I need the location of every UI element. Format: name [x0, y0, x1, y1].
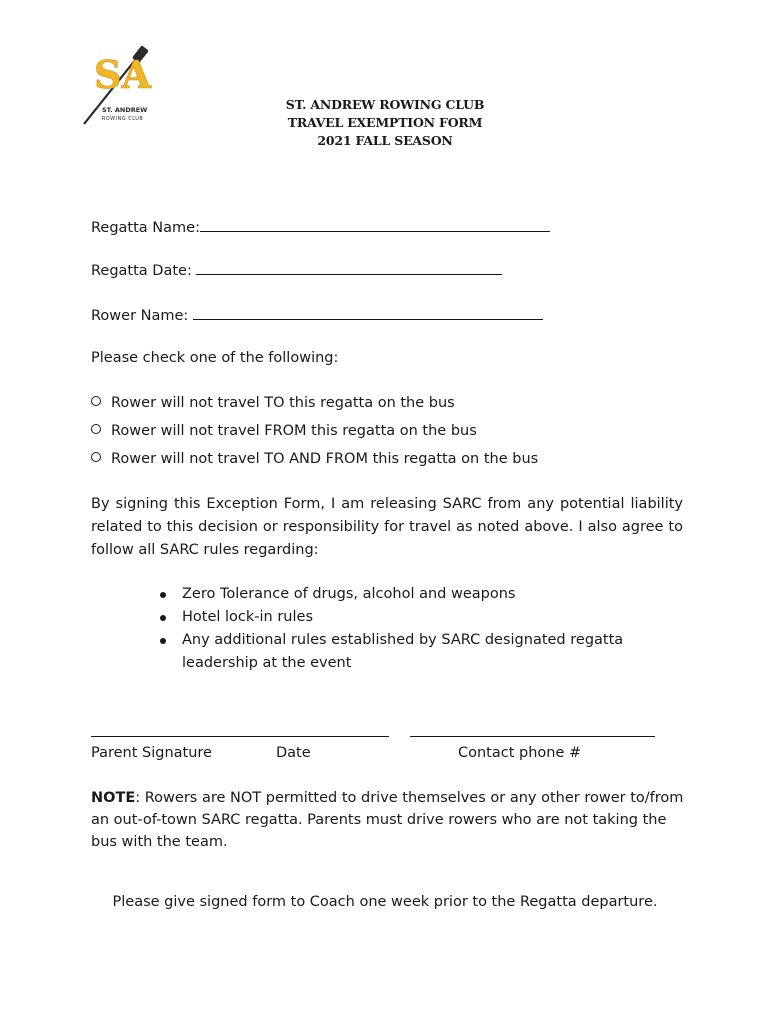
regatta-date-input-line[interactable]: [196, 260, 502, 275]
logo-name-line1: ST. ANDREW: [102, 106, 148, 114]
header-form-title: TRAVEL EXEMPTION FORM: [287, 115, 483, 130]
option-item: [91, 421, 477, 441]
logo-monogram: SA: [94, 52, 151, 97]
rule-text: Zero Tolerance of drugs, alcohol and weapons: [182, 586, 516, 602]
list-item: [158, 629, 638, 675]
rower-name-label: Rower Name:: [91, 308, 189, 324]
list-item: [158, 583, 638, 606]
parent-signature-label: Parent Signature: [91, 745, 212, 761]
header-club-name: ST. ANDREW ROWING CLUB: [285, 97, 485, 112]
regatta-name-field: [91, 217, 550, 238]
check-prompt: Please check one of the following:: [91, 350, 339, 366]
header-season: 2021 FALL SEASON: [317, 133, 453, 148]
rower-name-input-line[interactable]: [193, 305, 543, 320]
rules-list: [158, 583, 638, 675]
exception-paragraph: By signing this Exception Form, I am releasing SARC from any potential liability related to this decision or responsibility for travel as noted above. I also agree to follow all SARC rules regarding:: [91, 496, 683, 558]
option-checkbox[interactable]: [91, 424, 101, 434]
option-label: Rower will not travel TO this regatta on the bus: [111, 395, 455, 411]
contact-phone-line[interactable]: [410, 736, 655, 737]
logo-name-line2: ROWING CLUB: [102, 117, 144, 122]
list-item: [158, 606, 638, 629]
rower-name-field: [91, 305, 543, 326]
date-label: Date: [276, 745, 311, 761]
option-checkbox[interactable]: [91, 396, 101, 406]
contact-phone-label: Contact phone #: [458, 745, 582, 761]
option-label: Rower will not travel TO AND FROM this regatta on the bus: [111, 451, 539, 467]
option-checkbox[interactable]: [91, 452, 101, 462]
bullet-icon: [160, 615, 166, 621]
note-label: NOTE: [91, 790, 136, 806]
regatta-date-label: Regatta Date:: [91, 263, 192, 279]
option-label: Rower will not travel FROM this regatta on the bus: [111, 423, 477, 439]
note-text: : Rowers are NOT permitted to drive themselves or any other rower to/from an out-of-town SARC regatta. Parents must drive rowers who are not taking the bus with the team.: [91, 790, 684, 850]
regatta-name-label: Regatta Name:: [91, 220, 200, 236]
rule-text: Any additional rules established by SARC designated regatta leadership at the event: [182, 632, 624, 671]
form-header: [0, 96, 770, 150]
footer-instruction: Please give signed form to Coach one week prior to the Regatta departure.: [112, 894, 658, 910]
regatta-date-field: [91, 260, 502, 281]
bullet-icon: [160, 592, 166, 598]
regatta-name-input-line[interactable]: [200, 217, 550, 232]
rule-text: Hotel lock-in rules: [182, 609, 314, 625]
note-paragraph: [91, 787, 691, 853]
parent-signature-line[interactable]: [91, 736, 389, 737]
option-item: [91, 393, 455, 413]
bullet-icon: [160, 638, 166, 644]
option-item: [91, 449, 538, 469]
